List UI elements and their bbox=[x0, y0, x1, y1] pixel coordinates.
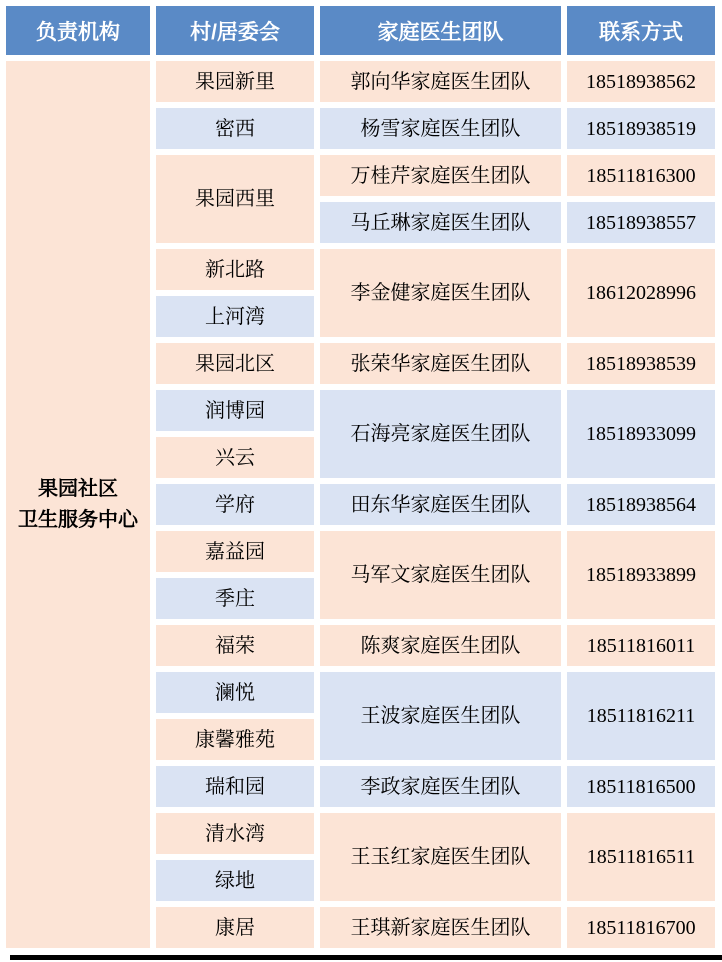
col-header-contact: 联系方式 bbox=[567, 6, 715, 55]
team-cell: 杨雪家庭医生团队 bbox=[320, 108, 561, 149]
phone-cell: 18518938557 bbox=[567, 202, 715, 243]
village-cell: 新北路 bbox=[156, 249, 314, 290]
col-header-village: 村/居委会 bbox=[156, 6, 314, 55]
bottom-border-line bbox=[10, 955, 722, 960]
phone-cell: 18511816011 bbox=[567, 625, 715, 666]
phone-cell: 18518938519 bbox=[567, 108, 715, 149]
village-cell: 季庄 bbox=[156, 578, 314, 619]
village-cell: 果园新里 bbox=[156, 61, 314, 102]
village-cell: 嘉益园 bbox=[156, 531, 314, 572]
village-cell: 澜悦 bbox=[156, 672, 314, 713]
org-name-line2: 卫生服务中心 bbox=[18, 508, 138, 531]
phone-cell: 18518938562 bbox=[567, 61, 715, 102]
team-cell: 李政家庭医生团队 bbox=[320, 766, 561, 807]
village-cell: 清水湾 bbox=[156, 813, 314, 854]
village-cell: 润博园 bbox=[156, 390, 314, 431]
team-cell: 马军文家庭医生团队 bbox=[320, 531, 561, 619]
team-cell: 田东华家庭医生团队 bbox=[320, 484, 561, 525]
col-header-org: 负责机构 bbox=[6, 6, 150, 55]
team-cell: 石海亮家庭医生团队 bbox=[320, 390, 561, 478]
village-cell: 福荣 bbox=[156, 625, 314, 666]
phone-cell: 18511816500 bbox=[567, 766, 715, 807]
village-cell: 康馨雅苑 bbox=[156, 719, 314, 760]
org-name-line1: 果园社区 bbox=[38, 477, 118, 500]
phone-cell: 18518933099 bbox=[567, 390, 715, 478]
village-cell: 兴云 bbox=[156, 437, 314, 478]
table-row bbox=[6, 61, 715, 102]
org-cell bbox=[6, 61, 150, 948]
team-cell: 李金健家庭医生团队 bbox=[320, 249, 561, 337]
village-cell: 密西 bbox=[156, 108, 314, 149]
phone-cell: 18518933899 bbox=[567, 531, 715, 619]
village-cell: 康居 bbox=[156, 907, 314, 948]
col-header-team: 家庭医生团队 bbox=[320, 6, 561, 55]
phone-cell: 18612028996 bbox=[567, 249, 715, 337]
village-cell: 果园北区 bbox=[156, 343, 314, 384]
team-cell: 王琪新家庭医生团队 bbox=[320, 907, 561, 948]
phone-cell: 18518938564 bbox=[567, 484, 715, 525]
team-cell: 万桂芹家庭医生团队 bbox=[320, 155, 561, 196]
team-cell: 王波家庭医生团队 bbox=[320, 672, 561, 760]
header-row bbox=[6, 6, 715, 55]
village-cell: 上河湾 bbox=[156, 296, 314, 337]
team-cell: 王玉红家庭医生团队 bbox=[320, 813, 561, 901]
phone-cell: 18511816300 bbox=[567, 155, 715, 196]
village-cell: 学府 bbox=[156, 484, 314, 525]
team-cell: 陈爽家庭医生团队 bbox=[320, 625, 561, 666]
phone-cell: 18511816700 bbox=[567, 907, 715, 948]
team-cell: 马丘琳家庭医生团队 bbox=[320, 202, 561, 243]
phone-cell: 18518938539 bbox=[567, 343, 715, 384]
phone-cell: 18511816211 bbox=[567, 672, 715, 760]
team-cell: 郭向华家庭医生团队 bbox=[320, 61, 561, 102]
village-cell: 瑞和园 bbox=[156, 766, 314, 807]
village-cell: 果园西里 bbox=[156, 155, 314, 243]
phone-cell: 18511816511 bbox=[567, 813, 715, 901]
team-cell: 张荣华家庭医生团队 bbox=[320, 343, 561, 384]
village-cell: 绿地 bbox=[156, 860, 314, 901]
